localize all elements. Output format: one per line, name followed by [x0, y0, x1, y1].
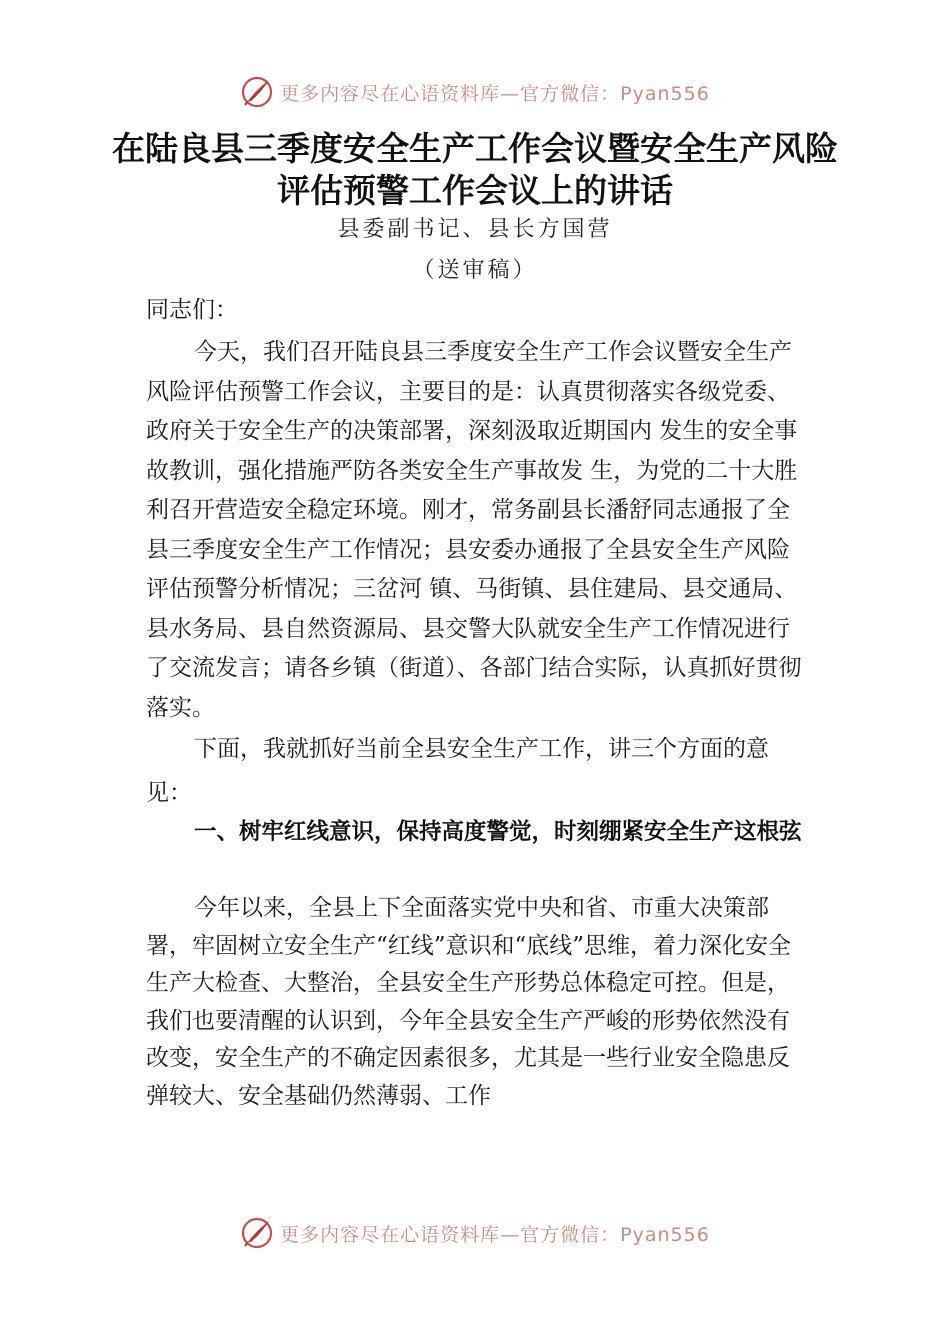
feather-pen-logo-icon — [240, 1216, 274, 1250]
feather-pen-logo-icon — [240, 75, 274, 109]
section-heading-1: 一、树牢红线意识，保持高度警觉，时刻绷紧安全生产这根弦 — [194, 819, 802, 845]
watermark-text — [280, 79, 710, 106]
watermark-banner-top — [0, 70, 950, 114]
section-1-paragraph: 今年以来，全县上下全面落实党中央和省、市重大决策部署，牢固树立安全生产“红线”意识和“底线”思维，着力深化安全生产大检查、大整治，全县安全生产形势总体稳定可控。但是，我们也要清醒的认识到，今年全县安全生产严峻的形势依然没有改变，安全生产的不确定因素很多，尤其是一些行业安全隐患反弹较大、安全基础仍然薄弱、工作 — [146, 895, 792, 1109]
watermark-label: 更多内容尽在心语资料库—官方微信： — [280, 1223, 621, 1246]
document-author: 县委副书记、县长方国营 — [337, 217, 613, 242]
watermark-wechat-id: Pyan556 — [620, 82, 710, 105]
paragraph-intro: 今天，我们召开陆良县三季度安全生产工作会议暨安全生产风险评估预警工作会议，主要目的是：认真贯彻落实各级党委、政府关于安全生产的决策部署，深刻汲取近期国内 发生的安全事故教训，强化措施严防各类安全生产事故发 生，为党的二十大胜利召开营造安全稳定环境。刚才，常务副县长潘舒同志通报了全县三季度安全生产工作情况；县安委办通报了全县安全生产风险评估预警分析情况；三岔河 镇、马街镇、县住建局、县交通局、县水务局、县自然资源局、县交警大队就安全生产工作情况进行了交流发言；请各乡镇（街道）、各部门结合实际，认真抓好贯彻落实。 — [146, 339, 802, 721]
document-title: 在陆良县三季度安全生产工作会议暨安全生产风险评估预警工作会议上的讲话 — [112, 129, 838, 210]
watermark-label: 更多内容尽在心语资料库—官方微信： — [280, 82, 621, 105]
salutation: 同志们： — [146, 297, 238, 323]
watermark-text — [280, 1220, 710, 1247]
paragraph-transition: 下面，我就抓好当前全县安全生产工作，讲三个方面的意见： — [146, 736, 769, 806]
watermark-banner-bottom — [0, 1211, 950, 1255]
document-draft-note: （送审稿） — [412, 258, 538, 283]
watermark-wechat-id: Pyan556 — [620, 1223, 710, 1246]
